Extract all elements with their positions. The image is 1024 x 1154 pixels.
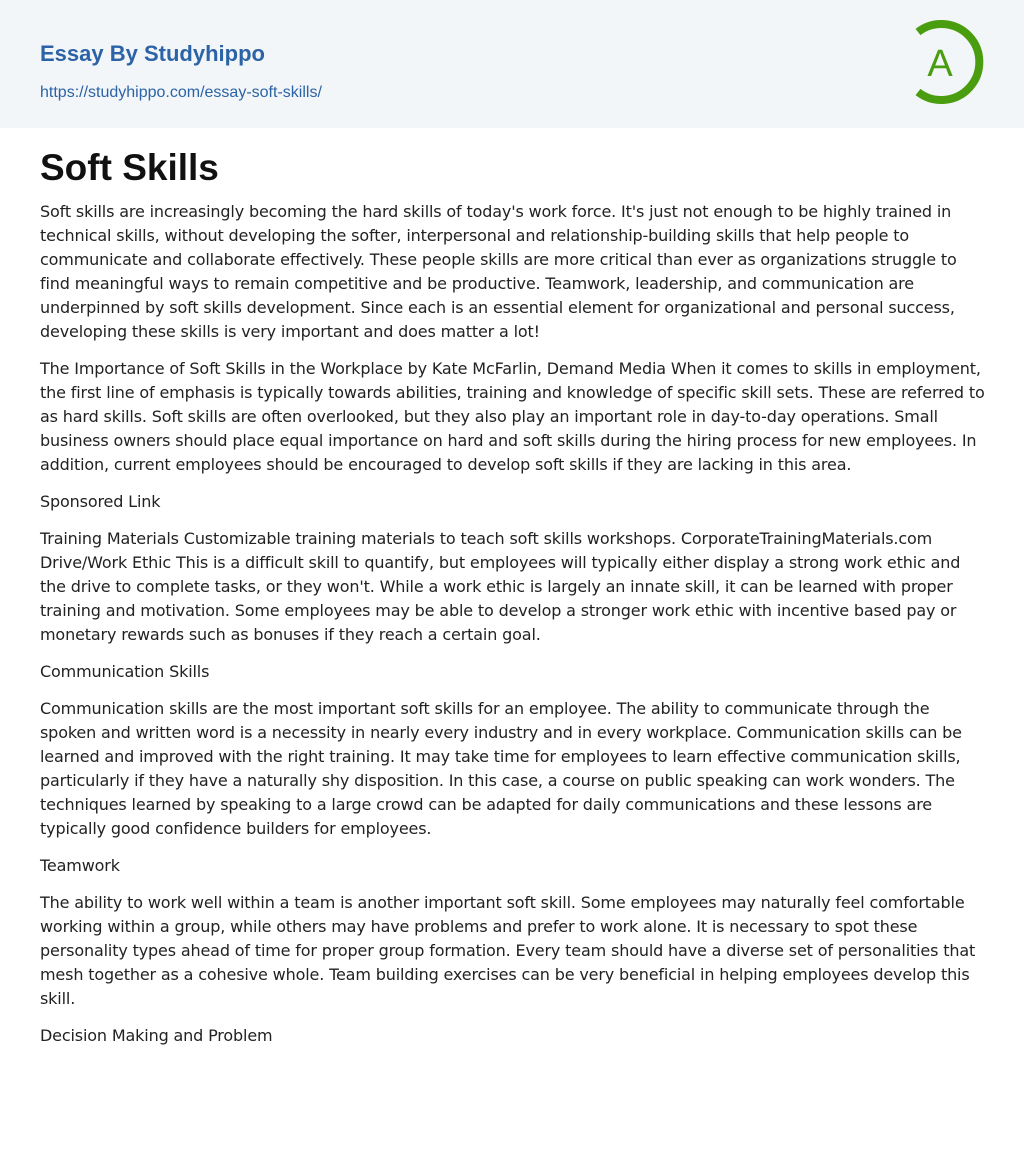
studyhippo-logo-icon xyxy=(904,18,988,106)
logo-letter: A xyxy=(927,43,953,85)
section-heading: Decision Making and Problem xyxy=(40,1026,273,1045)
paragraph: Training Materials Customizable training materials to teach soft skills workshops. CorporateTrainingMaterials.com Drive/Work Ethic This is a difficult skill to quantify, but employees will typically either display a strong work ethic and the drive to complete tasks, or they won't. While a work ethic is largely an innate skill, it can be learned with proper training and motivation. Some employees may be able to develop a stronger work ethic with incentive based pay or monetary rewards such as bonuses if they reach a certain goal. xyxy=(40,529,961,644)
paragraph: Communication skills are the most important soft skills for an employee. The ability to communicate through the spoken and written word is a necessity in nearly every industry and in every workplace. Communication skills can be learned and improved with the right training. It may take time for employees to learn effective communication skills, particularly if they have a naturally shy disposition. In this case, a course on public speaking can work wonders. The techniques learned by speaking to a large crowd can be adapted for daily communications and these lessons are typically good confidence builders for employees. xyxy=(40,699,962,838)
sponsored-link-label: Sponsored Link xyxy=(40,492,161,511)
site-title: Essay By Studyhippo xyxy=(40,41,265,66)
paragraph: The Importance of Soft Skills in the Workplace by Kate McFarlin, Demand Media When it comes to skills in employment, the first line of emphasis is typically towards abilities, training and knowledge of specific skill sets. These are referred to as hard skills. Soft skills are often overlooked, but they also play an important role in day-to-day operations. Small business owners should place equal importance on hard and soft skills during the hiring process for new employees. In addition, current employees should be encouraged to develop soft skills if they are lacking in this area. xyxy=(40,359,985,474)
paragraph: Soft skills are increasingly becoming the hard skills of today's work force. It's just not enough to be highly trained in technical skills, without developing the softer, interpersonal and relationship-building skills that help people to communicate and collaborate effectively. These people skills are more critical than ever as organizations struggle to find meaningful ways to remain competitive and be productive. Teamwork, leadership, and communication are underpinned by soft skills development. Since each is an essential element for organizational and personal success, developing these skills is very important and does matter a lot! xyxy=(40,202,957,341)
section-heading: Communication Skills xyxy=(40,662,210,681)
section-heading: Teamwork xyxy=(40,856,120,875)
essay-url-link[interactable]: https://studyhippo.com/essay-soft-skills/ xyxy=(40,84,322,101)
article-title: Soft Skills xyxy=(40,147,219,188)
article xyxy=(0,146,1024,1048)
paragraph: The ability to work well within a team is another important soft skill. Some employees may naturally feel comfortable working within a group, while others may have problems and prefer to work alone. It is necessary to spot these personality types ahead of time for proper group formation. Every team should have a diverse set of personalities that mesh together as a cohesive whole. Team building exercises can be very beneficial in helping employees develop this skill. xyxy=(40,893,976,1008)
site-header xyxy=(0,0,1024,128)
